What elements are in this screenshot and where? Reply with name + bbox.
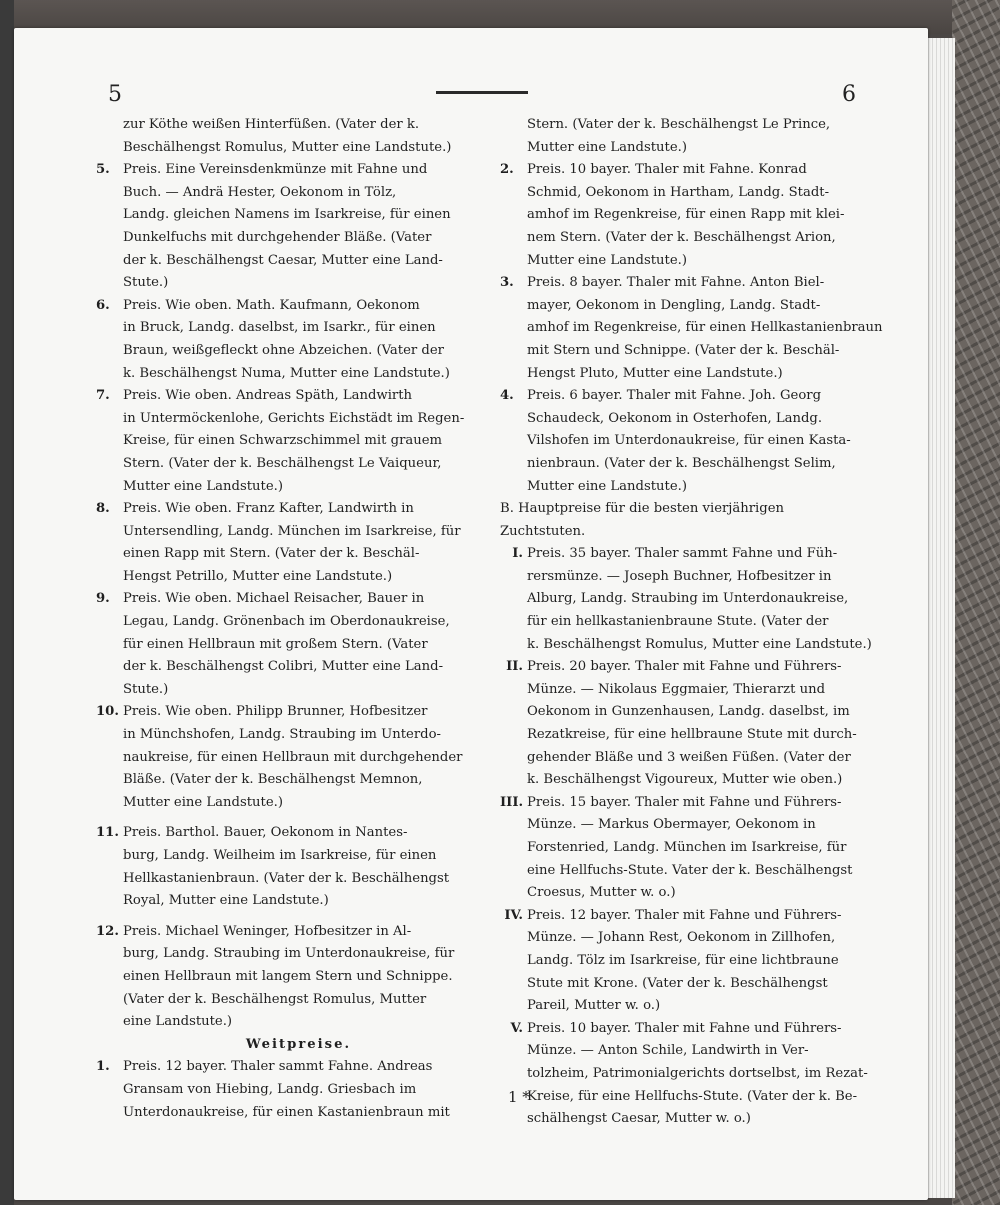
page-number-left: 5	[108, 82, 122, 107]
page-number-right: 6	[842, 82, 856, 107]
entry-text: Preis. Wie oben. Math. Kaufmann, Oekonom in Bruck, Landg. daselbst, im Isarkr., für einen Braun, weißgefleckt ohne Abzeichen. (Vater der k. Beschälhengst Numa, Mutter eine Landstute.)	[123, 297, 450, 381]
prize-entry	[96, 701, 474, 814]
entry-text: Preis. 15 bayer. Thaler mit Fahne und Führers- Münze. — Markus Obermayer, Oekonom in Forstenried, Landg. München im Isarkreise, für eine Hellfuchs-Stute. Vater der k. Beschälhengst Croesus, Mutter w. o.)	[527, 794, 853, 901]
entry-number: III.	[500, 794, 524, 810]
entry-number: 12.	[96, 923, 119, 939]
entry-text: Preis. 12 bayer. Thaler sammt Fahne. Andreas Gransam von Hiebing, Landg. Griesbach im Unterdonaukreise, für einen Kastanienbraun mit	[123, 1059, 450, 1120]
book-cover-left	[0, 0, 14, 1205]
entry-text: Preis. Eine Vereinsdenkmünze mit Fahne und Buch. — Andrä Hester, Oekonom in Tölz, Landg. gleichen Namens im Isarkreise, für einen Dunkelfuchs mit durchgehender Bläße. (Vater der k. Beschälhengst Caesar, Mutter eine Land- Stute.)	[123, 162, 451, 291]
signature-mark: 1 *	[508, 1088, 530, 1106]
entry-number: 3.	[500, 275, 514, 291]
entry-text: Preis. Michael Weninger, Hofbesitzer in Al- burg, Landg. Straubing im Unterdonaukreise, für einen Hellbraun mit langem Stern und Schnippe. (Vater der k. Beschälhengst Romulus, Mutter eine Landstute.)	[123, 923, 455, 1030]
section-heading: B. Hauptpreise für die besten vierjährigen Zuchtstuten.	[500, 501, 785, 539]
prize-entry	[500, 272, 886, 385]
entry-text: Preis. Wie oben. Philipp Brunner, Hofbesitzer in Münchshofen, Landg. Straubing im Unterdo- naukreise, für einen Hellbraun mit durchgehender Bläße. (Vater der k. Beschälhengst Memnon, Mutter eine Landstute.)	[123, 704, 463, 810]
entry-text: Preis. Wie oben. Michael Reisacher, Bauer in Legau, Landg. Grönenbach im Oberdonaukreise, für einen Hellbraun mit großem Stern. (Vater der k. Beschälhengst Colibri, Mutter eine Land- Stute.)	[123, 591, 450, 697]
entry-number: 2.	[500, 162, 514, 178]
entry-text: Preis. 20 bayer. Thaler mit Fahne und Führers- Münze. — Nikolaus Eggmaier, Thierarzt und Oekonom in Gunzenhausen, Landg. daselbst, im Rezatkreise, für eine hellbraune Stute mit durch- gehender Bläße und 3 weißen Füßen. (Vater der k. Beschälhengst Vigoureux, Mutter wie oben.)	[527, 659, 857, 788]
prize-entry	[500, 543, 886, 656]
entry-number: 7.	[96, 388, 110, 404]
entry-number: 10.	[96, 704, 119, 720]
header-rule	[436, 91, 528, 94]
entry-number: IV.	[504, 907, 523, 923]
entry-text: Preis. 6 bayer. Thaler mit Fahne. Joh. Georg Schaudeck, Oekonom in Osterhofen, Landg. Vilshofen im Unterdonaukreise, für einen Kasta- nienbraun. (Vater der k. Beschälhengst Selim, Mutter eine Landstute.)	[527, 388, 851, 494]
entry-number: 5.	[96, 162, 110, 178]
section-heading: Weitpreise.	[245, 1036, 352, 1052]
entry-text: Preis. Wie oben. Andreas Späth, Landwirth in Untermöckenlohe, Gerichts Eichstädt im Regen- Kreise, für einen Schwarzschimmel mit grauem Stern. (Vater der k. Beschälhengst Le Vaiqueur, Mutter eine Landstute.)	[123, 388, 465, 494]
entry-number: II.	[506, 659, 523, 675]
entry-text: Preis. 10 bayer. Thaler mit Fahne. Konrad Schmid, Oekonom in Hartham, Landg. Stadt- amhof im Regenkreise, für einen Rapp mit klei- nem Stern. (Vater der k. Beschälhengst Arion, Mutter eine Landstute.)	[527, 162, 845, 268]
continued-text: zur Köthe weißen Hinterfüßen. (Vater der k. Beschälhengst Romulus, Mutter eine Landstute.)	[123, 117, 452, 155]
prize-entry	[96, 588, 474, 701]
prize-entry	[96, 385, 474, 498]
entry-number: 8.	[96, 501, 110, 517]
continued-text: Stern. (Vater der k. Beschälhengst Le Prince, Mutter eine Landstute.)	[527, 117, 831, 155]
entry-text: Preis. 10 bayer. Thaler mit Fahne und Führers- Münze. — Anton Schile, Landwirth in Ver- tolzheim, Patrimonialgerichts dortselbst, im Rezat- Kreise, für eine Hellfuchs-Stute. (Vater der k. Be- schälhengst Caesar, Mutter w. o.)	[527, 1020, 868, 1127]
prize-entry	[500, 792, 886, 905]
entry-number: V.	[510, 1020, 523, 1036]
entry-number: 9.	[96, 591, 110, 607]
spacer	[96, 814, 474, 822]
prize-entry	[500, 1018, 886, 1131]
marbled-edge	[952, 0, 1000, 1205]
prize-entry	[500, 159, 886, 272]
entry-text: Preis. Barthol. Bauer, Oekonom in Nantes- burg, Landg. Weilheim im Isarkreise, für einen Hellkastanienbraun. (Vater der k. Beschälhengst Royal, Mutter eine Landstute.)	[123, 825, 450, 909]
prize-entry	[96, 822, 474, 912]
prize-entry	[96, 159, 474, 295]
prize-entry	[500, 905, 886, 1018]
right-column	[500, 114, 886, 1131]
entry-number: 11.	[96, 825, 119, 841]
entry-number: 1.	[96, 1059, 110, 1075]
spacer	[96, 913, 474, 921]
entry-text: Preis. 35 bayer. Thaler sammt Fahne und Füh- rersmünze. — Joseph Buchner, Hofbesitzer in Alburg, Landg. Straubing im Unterdonaukreise, für ein hellkastanienbraune Stute. (Vater der k. Beschälhengst Romulus, Mutter eine Landstute.)	[527, 546, 872, 652]
entry-text: Preis. Wie oben. Franz Kafter, Landwirth in Untersendling, Landg. München im Isarkreise, für einen Rapp mit Stern. (Vater der k. Beschäl- Hengst Petrillo, Mutter eine Landstute.)	[123, 501, 461, 584]
prize-entry	[96, 921, 474, 1034]
prize-entry	[96, 1056, 474, 1124]
prize-entry	[500, 656, 886, 792]
prize-entry	[96, 498, 474, 588]
entry-number: 4.	[500, 388, 514, 404]
entry-number: I.	[512, 546, 523, 562]
left-column	[96, 114, 474, 1124]
entry-text: Preis. 12 bayer. Thaler mit Fahne und Führers- Münze. — Johann Rest, Oekonom in Zillhofen, Landg. Tölz im Isarkreise, für eine lichtbraune Stute mit Krone. (Vater der k. Beschälhengst Pareil, Mutter w. o.)	[527, 907, 842, 1014]
prize-entry	[96, 295, 474, 385]
entry-number: 6.	[96, 297, 110, 313]
entry-text: Preis. 8 bayer. Thaler mit Fahne. Anton Biel- mayer, Oekonom in Dengling, Landg. Stadt- amhof im Regenkreise, für einen Hellkastanienbraun mit Stern und Schnippe. (Vater der k. Beschäl- Hengst Pluto, Mutter eine Landstute.)	[527, 275, 883, 381]
prize-entry	[500, 385, 886, 498]
